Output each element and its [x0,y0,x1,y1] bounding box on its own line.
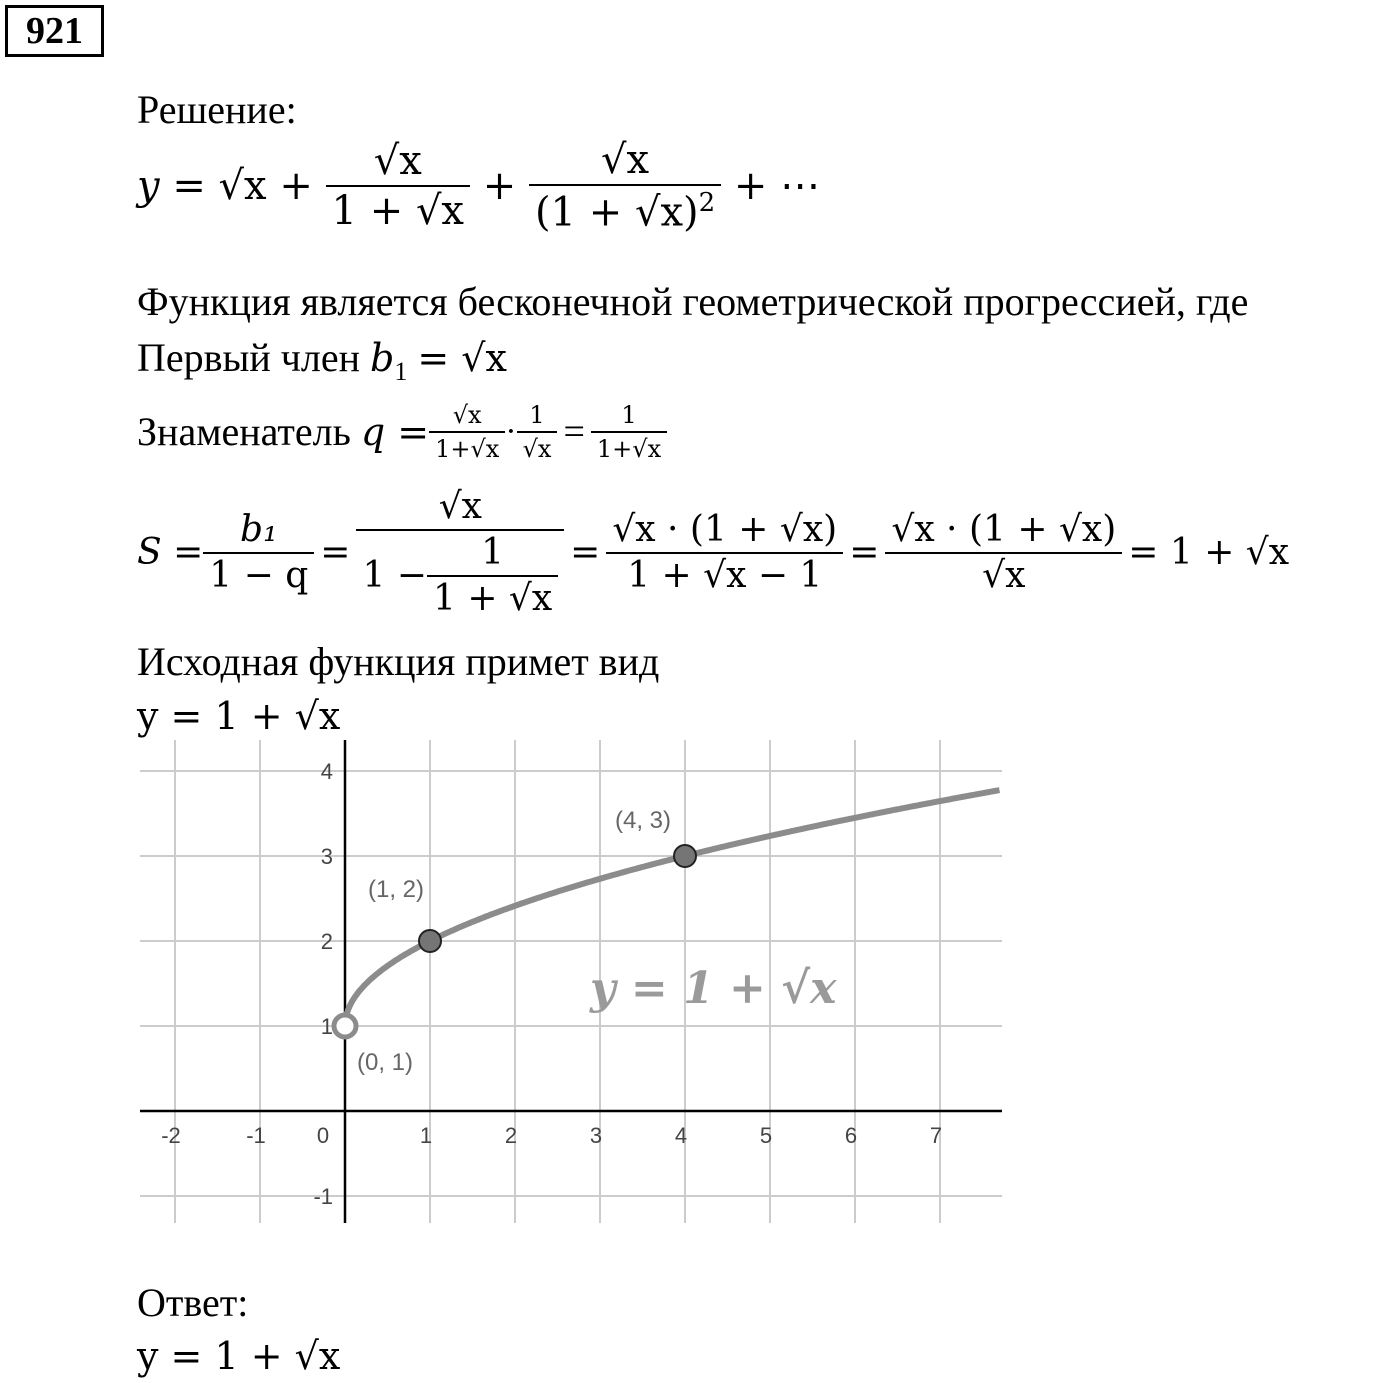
series-frac1-den: 1 + √x [326,185,470,231]
first-term-b: b [370,336,395,380]
x-tick-label: 4 [674,1123,688,1148]
solid-point [674,845,696,867]
y-tick-label: 4 [320,759,333,784]
sum-frac2-den [356,529,564,617]
x-tick-label: 1 [419,1123,433,1148]
x-tick-label: 5 [759,1123,773,1148]
sum-frac1 [203,509,314,596]
series-tail: + ⋯ [733,163,821,210]
answer-formula: y = 1 + √x [137,1334,341,1378]
series-plus2: + [482,163,517,210]
ratio-frac3-num: 1 [621,401,637,429]
sum-eq2: = [570,532,601,573]
series-plus1: + [279,163,313,210]
x-tick-label: 0 [316,1123,330,1148]
sum-frac4-den: √x [885,552,1122,594]
first-term-label: Первый член [137,335,361,380]
ratio-eq: = [563,411,585,453]
series-frac2-num: √x [601,137,650,183]
problem-number: 921 [5,5,104,57]
sum-lhs: S = [137,532,204,573]
y-tick-label: 3 [320,844,333,869]
sum-frac3-num: √x · (1 + √x) [612,509,838,550]
sum-frac2-inner-num: 1 [481,532,505,573]
x-tick-label: 3 [589,1123,603,1148]
x-tick-label: 6 [844,1123,858,1148]
sum-frac3 [606,509,843,596]
y-tick-label: -1 [313,1184,333,1209]
series-formula [137,137,821,236]
ratio-frac3-den: 1+√x [591,431,667,461]
progression-text: Функция является бесконечной геометрической прогрессией, где [137,279,1249,324]
function-graph [0,735,1020,1235]
first-term-sub: 1 [394,357,408,386]
sum-frac2-den-lead: 1 − [362,555,427,596]
first-term-rhs: = √x [417,336,507,380]
open-point [334,1015,356,1037]
sum-frac4-num: √x · (1 + √x) [891,509,1117,550]
x-tick-label: 7 [929,1123,943,1148]
point-label: (1, 2) [368,876,425,903]
ratio-frac1-num: √x [452,401,482,429]
series-frac1-num: √x [373,138,422,185]
sum-eq3: = [849,532,880,573]
ratio-frac2-den: √x [517,431,558,461]
first-term-line [137,335,507,386]
series-frac2-den [529,184,721,236]
ratio-frac2 [517,403,558,461]
ratio-lhs: q = [360,410,430,454]
sum-frac3-den: 1 + √x − 1 [606,552,843,594]
sum-formula [137,478,1289,628]
ratio-frac2-num: 1 [529,401,545,429]
ratio-line [137,392,667,472]
ratio-frac1-den: 1+√x [429,431,505,461]
sum-frac2-inner-den: 1 + √x [427,575,558,617]
sum-frac2-num: √x [438,486,482,527]
x-tick-label: 2 [504,1123,518,1148]
series-frac2 [529,137,721,236]
series-lhs: y = [137,163,206,210]
result-formula: y = 1 + √x [137,694,341,738]
x-tick-label: -1 [246,1123,266,1148]
curve-label: y = 1 + √x [590,963,837,1014]
ratio-frac1 [429,403,505,461]
series-term1: √x [218,163,267,210]
y-tick-label: 2 [320,929,333,954]
x-tick-label: -2 [161,1123,181,1148]
point-label: (0, 1) [357,1049,414,1076]
sum-result: = 1 + √x [1128,532,1290,573]
ratio-label: Знаменатель [137,409,351,454]
series-frac2-den-base: (1 + √x) [534,189,699,236]
sum-frac1-den: 1 − q [203,552,314,594]
ratio-frac3 [591,403,667,461]
y-tick-label: 1 [320,1014,333,1039]
sum-frac4 [885,509,1122,596]
sum-eq1: = [320,532,351,573]
result-intro-text: Исходная функция примет вид [137,639,660,684]
series-frac2-exp: 2 [698,188,716,218]
solution-label: Решение: [137,87,297,132]
solid-point [419,930,441,952]
answer-label: Ответ: [137,1280,249,1325]
sum-frac2-inner [427,532,558,619]
point-label: (4, 3) [615,807,672,834]
series-frac1 [326,138,470,235]
ratio-dot: · [505,413,517,450]
sum-frac2 [356,486,564,619]
sum-frac1-num: b₁ [240,509,278,550]
